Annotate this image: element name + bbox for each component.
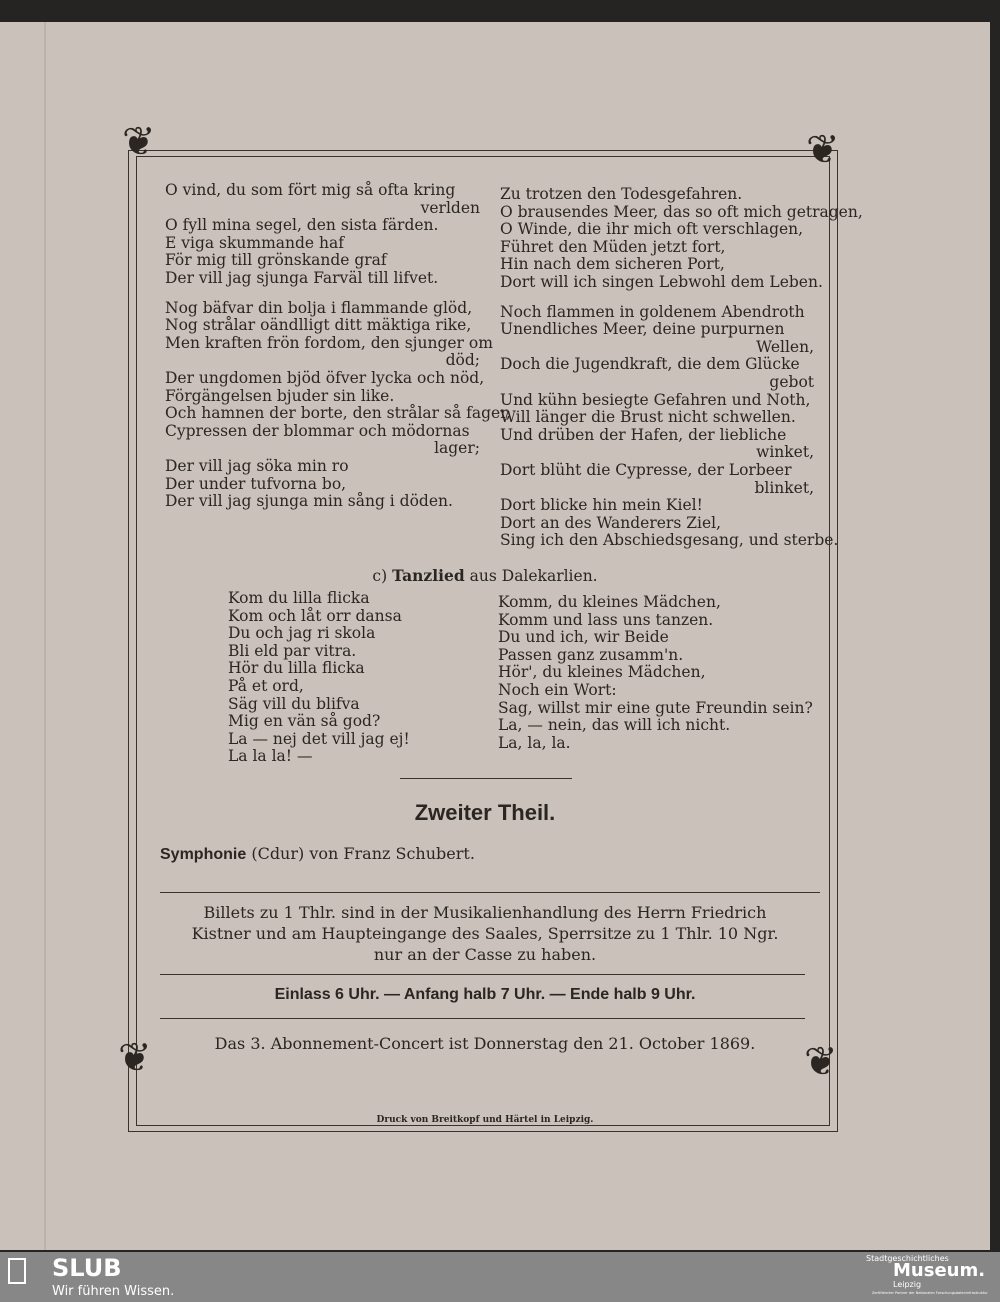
verse-line: lager; bbox=[434, 439, 480, 458]
museum-city: Leipzig bbox=[893, 1280, 922, 1289]
verse-line: Unendliches Meer, deine purpurnen bbox=[500, 320, 785, 339]
verse-line: winket, bbox=[756, 443, 814, 462]
verse-line: La, la, la. bbox=[498, 733, 571, 752]
verse-line: Men kraften frön fordom, den sjunger om bbox=[165, 333, 493, 352]
verse-line: gebot bbox=[769, 372, 814, 391]
verse-line: La, — nein, das will ich nicht. bbox=[498, 716, 731, 735]
verse-line: O vind, du som fört mig så ofta kring bbox=[165, 181, 456, 199]
times: Einlass 6 Uhr. — Anfang halb 7 Uhr. — Ende halb 9 Uhr. bbox=[274, 986, 696, 1003]
verse-line: Sag, willst mir eine gute Freundin sein? bbox=[498, 698, 813, 717]
verse-line: Der vill jag söka min ro bbox=[165, 456, 349, 475]
divider bbox=[160, 892, 820, 893]
document-page bbox=[0, 22, 990, 1250]
verse-line: Noch ein Wort: bbox=[498, 680, 617, 699]
verse-line: O fyll mina segel, den sista färden. bbox=[165, 216, 439, 235]
printer-note: Druck von Breitkopf und Härtel in Leipzig. bbox=[376, 1115, 594, 1125]
verse-line: Wellen, bbox=[756, 337, 814, 356]
verse-line: Kom och låt orr dansa bbox=[228, 606, 402, 625]
verse-line: Der ungdomen bjöd öfver lycka och nöd, bbox=[165, 368, 485, 387]
verse-line: La la la! — bbox=[228, 747, 313, 766]
ornament-icon: ❦ bbox=[122, 119, 156, 165]
verse-line: Hör du lilla flicka bbox=[228, 659, 365, 678]
verse-line: Passen ganz zusamm'n. bbox=[498, 645, 684, 664]
swedish-verse bbox=[165, 181, 511, 511]
slub-tagline: Wir führen Wissen. bbox=[52, 1284, 175, 1299]
verse-line: Bli eld par vitra. bbox=[228, 641, 357, 660]
verse-line: verlden bbox=[420, 198, 480, 217]
verse-line: O brausendes Meer, das so oft mich getragen, bbox=[500, 202, 863, 221]
verse-line: Dort blicke hin mein Kiel! bbox=[500, 496, 703, 515]
verse-line: Noch flammen in goldenem Abendroth bbox=[500, 302, 805, 321]
verse-line: Doch die Jugendkraft, die dem Glücke bbox=[500, 355, 800, 374]
verse-line: Säg vill du blifva bbox=[228, 694, 360, 713]
verse-line: Der vill jag sjunga min sång i döden. bbox=[165, 492, 453, 511]
verse-line: Sing ich den Abschiedsgesang, und sterbe. bbox=[500, 531, 839, 550]
verse-line: Du och jag ri skola bbox=[228, 624, 376, 643]
verse-line: Dort an des Wanderers Ziel, bbox=[500, 513, 722, 532]
verse-line: E viga skummande haf bbox=[165, 233, 344, 252]
museum-logo[interactable]: Museum. bbox=[893, 1260, 986, 1281]
verse-line: På et ord, bbox=[228, 676, 304, 695]
ornament-icon: ❦ bbox=[118, 1035, 152, 1081]
verse-line: Will länger die Brust nicht schwellen. bbox=[500, 408, 796, 427]
verse-line: Cypressen der blommar och mödornas bbox=[165, 421, 470, 440]
verse-line: O Winde, die ihr mich oft verschlagen, bbox=[500, 220, 804, 239]
slub-logo-icon bbox=[8, 1258, 26, 1284]
verse-line: Komm und lass uns tanzen. bbox=[498, 610, 714, 629]
verse-line: Hör', du kleines Mädchen, bbox=[498, 663, 706, 682]
verse-line: Der under tufvorna bo, bbox=[165, 474, 347, 493]
verse-line: blinket, bbox=[754, 478, 814, 497]
german-verse bbox=[500, 185, 863, 550]
verse-line: Der vill jag sjunga Farväl till lifvet. bbox=[165, 268, 439, 287]
verse-line: Och hamnen der borte, den strålar så fager, bbox=[165, 404, 511, 423]
verse-line: Kom du lilla flicka bbox=[228, 589, 370, 607]
verse-line: Komm, du kleines Mädchen, bbox=[498, 593, 721, 611]
verse-line: Nog bäfvar din bolja i flammande glöd, bbox=[165, 298, 473, 317]
divider bbox=[160, 1018, 805, 1019]
verse-line: Nog strålar oändlligt ditt mäktiga rike, bbox=[165, 316, 472, 335]
verse-line: Führet den Müden jetzt fort, bbox=[500, 237, 726, 256]
divider bbox=[160, 974, 805, 975]
verse-line: För mig till grönskande graf bbox=[165, 251, 387, 270]
billets-info: Billets zu 1 Thlr. sind in der Musikalienhandlung des Herrn Friedrich Kistner und am Haupteingange des Saales, Sperrsitze zu 1 Thlr. 10 Ngr. nur an der Casse zu haben. bbox=[191, 903, 779, 964]
tanzlied-heading: c) Tanzlied aus Dalekarlien. bbox=[372, 566, 598, 585]
verse-line: Und kühn besiegte Gefahren und Noth, bbox=[500, 390, 811, 409]
symphonie-line: Symphonie (Cdur) von Franz Schubert. bbox=[160, 844, 475, 863]
tanzlied-german bbox=[498, 594, 813, 752]
divider bbox=[400, 778, 572, 779]
slub-logo[interactable]: SLUB bbox=[52, 1254, 122, 1282]
verse-line: Mig en vän så god? bbox=[228, 712, 381, 731]
verse-line: Zu trotzen den Todesgefahren. bbox=[500, 185, 743, 203]
part-title: Zweiter Theil. bbox=[414, 800, 556, 825]
verse-line: Dort will ich singen Lebwohl dem Leben. bbox=[500, 272, 823, 291]
verse-line: död; bbox=[445, 351, 480, 370]
verse-line: La — nej det vill jag ej! bbox=[228, 729, 410, 748]
museum-top: Stadtgeschichtliches bbox=[866, 1254, 949, 1263]
stanza-gap bbox=[165, 288, 480, 300]
footer-bar bbox=[0, 1252, 1000, 1302]
stanza-gap bbox=[500, 292, 814, 304]
page-fold bbox=[44, 22, 46, 1250]
ornament-icon: ❦ bbox=[806, 127, 840, 173]
ornament-icon: ❦ bbox=[804, 1039, 838, 1085]
tanzlied-swedish bbox=[228, 590, 410, 766]
verse-line: Und drüben der Hafen, der liebliche bbox=[500, 425, 787, 444]
next-concert: Das 3. Abonnement-Concert ist Donnerstag den 21. October 1869. bbox=[214, 1034, 756, 1053]
verse-line: Hin nach dem sicheren Port, bbox=[500, 255, 725, 274]
verse-line: Förgängelsen bjuder sin like. bbox=[165, 386, 395, 405]
verse-line: Dort blüht die Cypresse, der Lorbeer bbox=[500, 460, 792, 479]
verse-line: Du und ich, wir Beide bbox=[498, 628, 669, 647]
museum-note: Zertifizierter Partner der Nationalen Forschungsdateninfrastruktur bbox=[872, 1291, 988, 1295]
